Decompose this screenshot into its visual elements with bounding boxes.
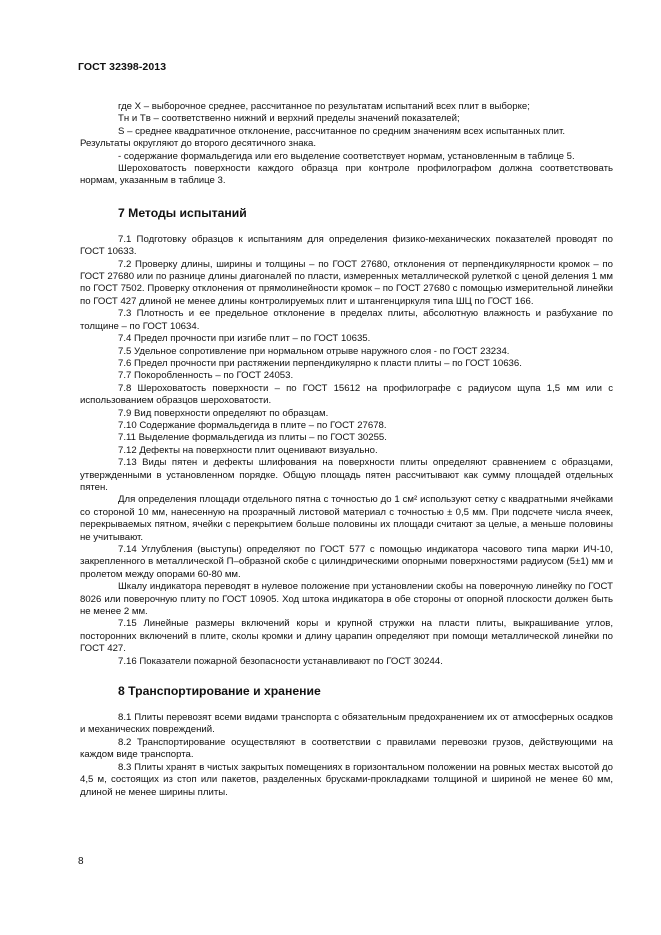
section-7-paragraph: 7.9 Вид поверхности определяют по образцам. [118, 407, 329, 419]
intro-paragraph: - содержание формальдегида или его выделение соответствует нормам, установленным в таблице 5. [118, 150, 575, 162]
section-7-paragraph: 7.6 Предел прочности при растяжении перпендикулярно к пласти плиты – по ГОСТ 10636. [118, 357, 522, 369]
intro-block [80, 101, 613, 188]
section-7-heading: 7 Методы испытаний [118, 205, 247, 220]
section-7-paragraph: Шкалу индикатора переводят в нулевое положение при установлении скобы на поверочную линейку по ГОСТ 8026 или поверочную плиту по ГОСТ 10905. Ход штока индикатора в обе стороны от опорной плоскости должен быть не менее 2 мм. [80, 581, 613, 618]
section-8-paragraph: 8.1 Плиты перевозят всеми видами транспорта с обязательным предохранением их от атмосферных осадков и механических повреждений. [80, 712, 613, 736]
section-7-paragraph: 7.1 Подготовку образцов к испытаниям для определения физико-механических показателей проводят по ГОСТ 10633. [80, 233, 613, 258]
section-7-paragraph: 7.10 Содержание формальдегида в плите – по ГОСТ 27678. [118, 419, 387, 431]
section-8-paragraph: 8.3 Плиты хранят в чистых закрытых помещениях в горизонтальном положении на ровных местах высотой до 4,5 м, состоящих из стоп или пакетов, разделенных брусками-прокладками толщиной и шириной не менее 60 мм, длиной не менее ширины плиты. [80, 761, 613, 798]
section-8-paragraph: 8.2 Транспортирование осуществляют в соответствии с правилами перевозки грузов, действующими на каждом виде транспорта. [80, 736, 613, 761]
section-7-paragraph: 7.12 Дефекты на поверхности плит оценивают визуально. [118, 444, 378, 456]
section-7-body [80, 234, 613, 668]
section-7-paragraph: 7.11 Выделение формальдегида из плиты – по ГОСТ 30255. [118, 432, 387, 444]
section-7-paragraph: 7.15 Линейные размеры включений коры и крупной стружки на пласти плиты, выкрашивание углов, посторонних включений в плите, сколы кромки и длину царапин определяют при помощи металлической линейки по ГОСТ 427. [80, 618, 613, 655]
section-7-paragraph: 7.13 Виды пятен и дефекты шлифования на поверхности плиты определяют сравнением с образцами, утвержденными в установленном порядке. Общую площадь пятен рассчитывают как сумму площадей отдельных пятен. [80, 457, 613, 493]
section-7-paragraph: 7.2 Проверку длины, ширины и толщины – по ГОСТ 27680, отклонения от перпендикулярности кромок – по ГОСТ 27680 или по разнице длины диагоналей по пласти, измеренных металлической рулеткой с ценой деления 1 мм по ГОСТ 7502. Проверку отклонения от прямолинейности кромок – по ГОСТ 27680 с помощью измерительной линейки по ГОСТ 427 длиной не менее длины контролируемых плит и штангенциркуля типа ШЦ по ГОСТ 166. [80, 258, 613, 307]
intro-paragraph: где X – выборочное среднее, рассчитанное по результатам испытаний всех плит в выборке; [118, 101, 530, 112]
section-7-paragraph: 7.3 Плотность и ее предельное отклонение в пределах плиты, абсолютную влажность и разбухание по толщине – по ГОСТ 10634. [80, 308, 613, 332]
section-7-paragraph: 7.7 Покоробленность – по ГОСТ 24053. [118, 370, 294, 382]
section-7-paragraph: 7.4 Предел прочности при изгибе плит – по ГОСТ 10635. [118, 333, 371, 345]
section-8-heading: 8 Транспортирование и хранение [118, 684, 321, 699]
intro-paragraph: S – среднее квадратичное отклонение, рассчитанное по средним значениям всех испытанных плит. [118, 125, 565, 137]
standard-header: ГОСТ 32398-2013 [78, 61, 167, 73]
intro-paragraph: Результаты округляют до второго десятичного знака. [80, 138, 316, 150]
section-7-paragraph: 7.8 Шероховатость поверхности – по ГОСТ 15612 на профилографе с радиусом щупа 1,5 мм или с использованием образцов шероховатости. [80, 382, 613, 407]
page-content [80, 101, 613, 799]
intro-paragraph: Tн и Tв – соответственно нижний и верхний пределы значений показателей; [118, 113, 460, 125]
section-8-body [80, 712, 613, 799]
section-7-paragraph: 7.5 Удельное сопротивление при нормальном отрыве наружного слоя - по ГОСТ 23234. [118, 345, 510, 357]
page-number: 8 [78, 856, 84, 867]
intro-paragraph: Шероховатость поверхности каждого образца при контроле профилографом должна соответствовать нормам, указанным в таблице 3. [80, 163, 613, 187]
section-7-paragraph: Для определения площади отдельного пятна с точностью до 1 см² используют сетку с квадратными ячейками со стороной 10 мм, нанесенную на прозрачный листовой материал с точностью ± 0,5 мм. При подсчете числа ячеек, перекрываемых пятном, ячейки с перекрытием больше половины их площади считают за целые, а меньше половины не учитывают. [80, 494, 613, 543]
section-7-paragraph: 7.16 Показатели пожарной безопасности устанавливают по ГОСТ 30244. [118, 655, 443, 667]
section-7-paragraph: 7.14 Углубления (выступы) определяют по ГОСТ 577 с помощью индикатора часового типа марки ИЧ-10, закрепленного в металлической П–образной скобе с цилиндрическими опорными поверхностями радиусом (5±1) мм и пролетом между опорами 60-80 мм. [80, 544, 613, 580]
